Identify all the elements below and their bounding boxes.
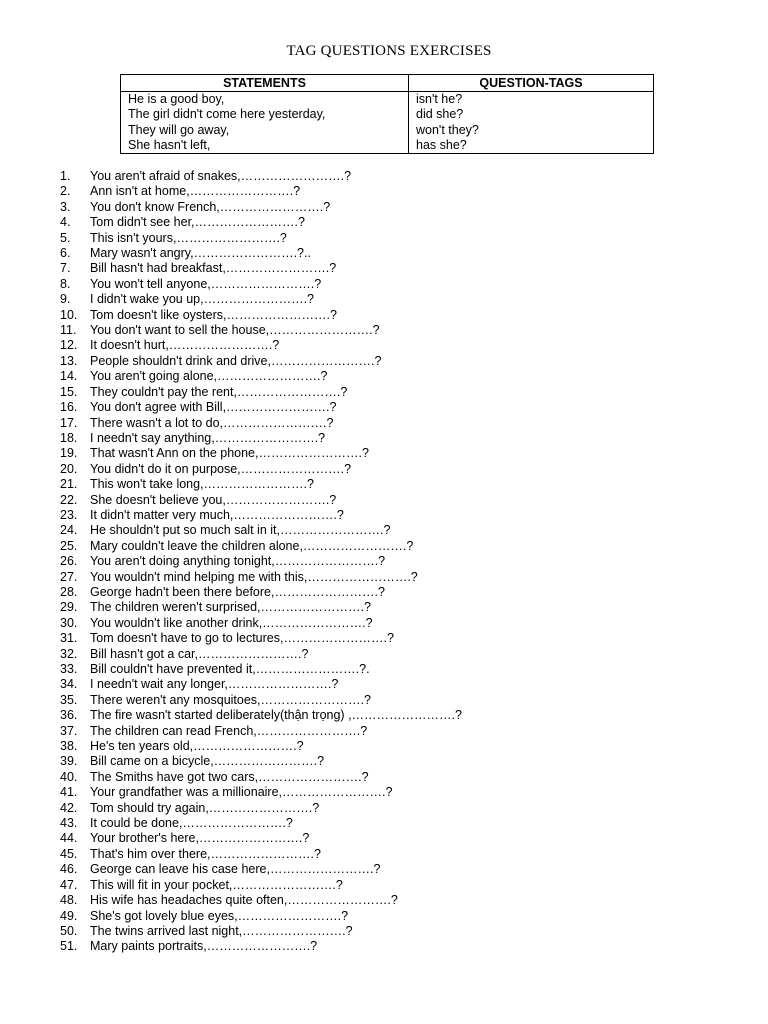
exercise-number: 6.	[60, 246, 71, 261]
exercise-number: 29.	[60, 600, 78, 615]
exercise-text: I needn't say anything,…………………….?	[90, 430, 326, 445]
exercise-text: You don't agree with Bill,…………………….?	[90, 400, 337, 415]
exercise-number: 42.	[60, 800, 78, 815]
exercise-number: 28.	[60, 584, 78, 599]
list-item	[60, 493, 462, 508]
exercise-text: I didn't wake you up,…………………….?	[90, 292, 314, 307]
tag-cell: isn't he?	[409, 92, 654, 108]
list-item	[60, 523, 462, 538]
list-item	[60, 277, 462, 292]
list-item	[60, 385, 462, 400]
exercise-number: 19.	[60, 446, 78, 461]
exercise-number: 31.	[60, 631, 78, 646]
exercise-text: I needn't wait any longer,…………………….?	[90, 677, 339, 692]
list-item	[60, 724, 462, 739]
list-item	[60, 785, 462, 800]
exercise-number: 41.	[60, 785, 78, 800]
exercise-number: 23.	[60, 507, 78, 522]
tag-cell: has she?	[409, 138, 654, 154]
exercise-text: George can leave his case here,…………………….?	[90, 862, 381, 877]
exercise-number: 18.	[60, 430, 78, 445]
table-row	[121, 138, 654, 154]
list-item	[60, 600, 462, 615]
exercise-text: You don't want to sell the house,…………………….?	[90, 323, 380, 338]
list-item	[60, 431, 462, 446]
tag-cell: did she?	[409, 107, 654, 122]
list-item	[60, 369, 462, 384]
exercise-text: People shouldn't drink and drive,…………………….?	[90, 353, 382, 368]
exercise-number: 33.	[60, 662, 78, 676]
exercise-number: 15.	[60, 384, 78, 399]
exercise-number: 37.	[60, 723, 78, 738]
exercise-text: She doesn't believe you,…………………….?	[90, 492, 337, 507]
exercise-number: 5.	[60, 230, 71, 245]
exercise-number: 14.	[60, 369, 78, 384]
exercise-text: That's him over there,…………………….?	[90, 846, 321, 861]
list-item	[60, 631, 462, 646]
exercise-text: You wouldn't mind helping me with this,…………………….?	[90, 569, 418, 584]
exercise-number: 3.	[60, 199, 71, 214]
table-row	[121, 123, 654, 138]
list-item	[60, 878, 462, 893]
exercise-text: He shouldn't put so much salt in it,…………………….?	[90, 523, 391, 538]
exercise-text: You aren't going alone,…………………….?	[90, 369, 328, 384]
list-item	[60, 338, 462, 353]
list-item	[60, 616, 462, 631]
exercise-number: 1.	[60, 169, 71, 183]
exercise-number: 48.	[60, 893, 78, 908]
exercise-text: It didn't matter very much,…………………….?	[90, 507, 344, 522]
exercise-text: He's ten years old,…………………….?	[90, 739, 304, 754]
list-item	[60, 416, 462, 431]
exercise-number: 49.	[60, 908, 78, 923]
exercise-number: 47.	[60, 877, 78, 892]
exercise-text: You wouldn't like another drink,…………………….?	[90, 615, 373, 630]
exercise-number: 38.	[60, 739, 78, 754]
list-item	[60, 909, 462, 924]
question-tags-table	[120, 74, 654, 154]
exercise-text: You won't tell anyone,…………………….?	[90, 276, 322, 291]
exercise-number: 45.	[60, 846, 78, 861]
exercise-text: You aren't afraid of snakes,…………………….?	[90, 169, 352, 183]
tag-cell: won't they?	[409, 123, 654, 138]
exercise-text: The children can read French,…………………….?	[90, 723, 368, 738]
list-item	[60, 231, 462, 246]
list-item	[60, 801, 462, 816]
exercise-text: Ann isn't at home,…………………….?	[90, 184, 301, 199]
exercise-number: 10.	[60, 307, 78, 322]
list-item	[60, 693, 462, 708]
exercise-text: This will fit in your pocket,…………………….?	[90, 877, 343, 892]
exercise-number: 44.	[60, 831, 78, 846]
exercise-number: 17.	[60, 415, 78, 430]
column-header-question-tags: QUESTION-TAGS	[409, 75, 654, 92]
exercise-text: Mary paints portraits,…………………….?	[90, 939, 318, 954]
list-item	[60, 462, 462, 477]
table-header-row	[121, 75, 654, 92]
list-item	[60, 647, 462, 662]
list-item	[60, 184, 462, 199]
exercise-text: Mary couldn't leave the children alone,…………………….?	[90, 538, 414, 553]
exercise-number: 9.	[60, 292, 71, 307]
table-row	[121, 92, 654, 108]
exercise-text: Bill hasn't got a car,…………………….?	[90, 646, 309, 661]
exercise-number: 8.	[60, 276, 71, 291]
exercise-number: 26.	[60, 554, 78, 569]
exercise-text: Tom should try again,…………………….?	[90, 800, 320, 815]
list-item	[60, 246, 462, 261]
exercise-number: 36.	[60, 708, 78, 723]
exercise-number: 35.	[60, 692, 78, 707]
exercise-number: 30.	[60, 615, 78, 630]
exercise-text: You didn't do it on purpose,…………………….?	[90, 461, 352, 476]
exercise-number: 27.	[60, 569, 78, 584]
table-row	[121, 107, 654, 122]
column-header-statements: STATEMENTS	[121, 75, 409, 92]
exercise-number: 40.	[60, 769, 78, 784]
list-item	[60, 446, 462, 461]
exercise-text: The fire wasn't started deliberately(thận trọng) ,…………………….?	[90, 708, 462, 723]
list-item	[60, 831, 462, 846]
list-item	[60, 200, 462, 215]
exercise-text: It doesn't hurt,…………………….?	[90, 338, 280, 353]
list-item	[60, 400, 462, 415]
exercise-number: 51.	[60, 939, 78, 954]
list-item	[60, 754, 462, 769]
exercise-text: Your grandfather was a millionaire,…………………….?	[90, 785, 393, 800]
exercise-number: 4.	[60, 215, 71, 230]
exercise-text: Tom didn't see her,…………………….?	[90, 215, 305, 230]
list-item	[60, 215, 462, 230]
list-item	[60, 862, 462, 877]
exercise-number: 32.	[60, 646, 78, 661]
list-item	[60, 677, 462, 692]
list-item	[60, 354, 462, 369]
exercise-number: 50.	[60, 923, 78, 938]
exercise-text: The Smiths have got two cars,…………………….?	[90, 769, 369, 784]
exercise-text: Bill couldn't have prevented it,…………………….?.	[90, 662, 370, 676]
exercise-number: 16.	[60, 400, 78, 415]
statement-cell: They will go away,	[121, 123, 409, 138]
exercise-text: It could be done,…………………….?	[90, 816, 293, 831]
exercise-list	[60, 169, 462, 955]
exercise-text: That wasn't Ann on the phone,…………………….?	[90, 446, 369, 461]
list-item	[60, 554, 462, 569]
exercise-number: 43.	[60, 816, 78, 831]
exercise-text: You aren't doing anything tonight,…………………….?	[90, 554, 386, 569]
exercise-number: 12.	[60, 338, 78, 353]
exercise-text: The twins arrived last night,…………………….?	[90, 923, 353, 938]
list-item	[60, 816, 462, 831]
exercise-text: This won't take long,…………………….?	[90, 477, 314, 492]
exercise-text: The children weren't surprised,…………………….?	[90, 600, 371, 615]
list-item	[60, 292, 462, 307]
exercise-text: There wasn't a lot to do,…………………….?	[90, 415, 334, 430]
list-item	[60, 570, 462, 585]
exercise-number: 22.	[60, 492, 78, 507]
exercise-text: Tom doesn't like oysters,…………………….?	[90, 307, 337, 322]
exercise-text: She's got lovely blue eyes,…………………….?	[90, 908, 349, 923]
exercise-text: His wife has headaches quite often,…………………….?	[90, 893, 398, 908]
exercise-text: George hadn't been there before,…………………….?	[90, 584, 385, 599]
list-item	[60, 323, 462, 338]
list-item	[60, 662, 462, 677]
list-item	[60, 261, 462, 276]
exercise-text: Bill hasn't had breakfast,…………………….?	[90, 261, 337, 276]
exercise-text: You don't know French,…………………….?	[90, 199, 331, 214]
exercise-text: They couldn't pay the rent,…………………….?	[90, 384, 348, 399]
exercise-text: Bill came on a bicycle,…………………….?	[90, 754, 325, 769]
exercise-number: 34.	[60, 677, 78, 692]
exercise-text: Your brother's here,…………………….?	[90, 831, 310, 846]
exercise-number: 39.	[60, 754, 78, 769]
list-item	[60, 893, 462, 908]
exercise-text: Tom doesn't have to go to lectures,…………………….?	[90, 631, 394, 646]
list-item	[60, 585, 462, 600]
exercise-number: 13.	[60, 353, 78, 368]
exercise-number: 25.	[60, 538, 78, 553]
exercise-number: 2.	[60, 184, 71, 199]
exercise-text: Mary wasn't angry,…………………….?..	[90, 246, 311, 261]
statement-cell: He is a good boy,	[121, 92, 409, 108]
exercise-number: 21.	[60, 477, 78, 492]
list-item	[60, 539, 462, 554]
list-item	[60, 708, 462, 723]
list-item	[60, 308, 462, 323]
exercise-number: 46.	[60, 862, 78, 877]
exercise-number: 11.	[60, 323, 77, 338]
list-item	[60, 770, 462, 785]
list-item	[60, 477, 462, 492]
list-item	[60, 939, 462, 954]
exercise-text: This isn't yours,…………………….?	[90, 230, 287, 245]
exercise-number: 24.	[60, 523, 78, 538]
exercise-text: There weren't any mosquitoes,…………………….?	[90, 692, 371, 707]
exercise-number: 20.	[60, 461, 78, 476]
list-item	[60, 924, 462, 939]
exercise-number: 7.	[60, 261, 71, 276]
statement-cell: She hasn't left,	[121, 138, 409, 154]
list-item	[60, 169, 462, 184]
list-item	[60, 508, 462, 523]
list-item	[60, 739, 462, 754]
statement-cell: The girl didn't come here yesterday,	[121, 107, 409, 122]
list-item	[60, 847, 462, 862]
page-title: TAG QUESTIONS EXERCISES	[286, 43, 492, 59]
